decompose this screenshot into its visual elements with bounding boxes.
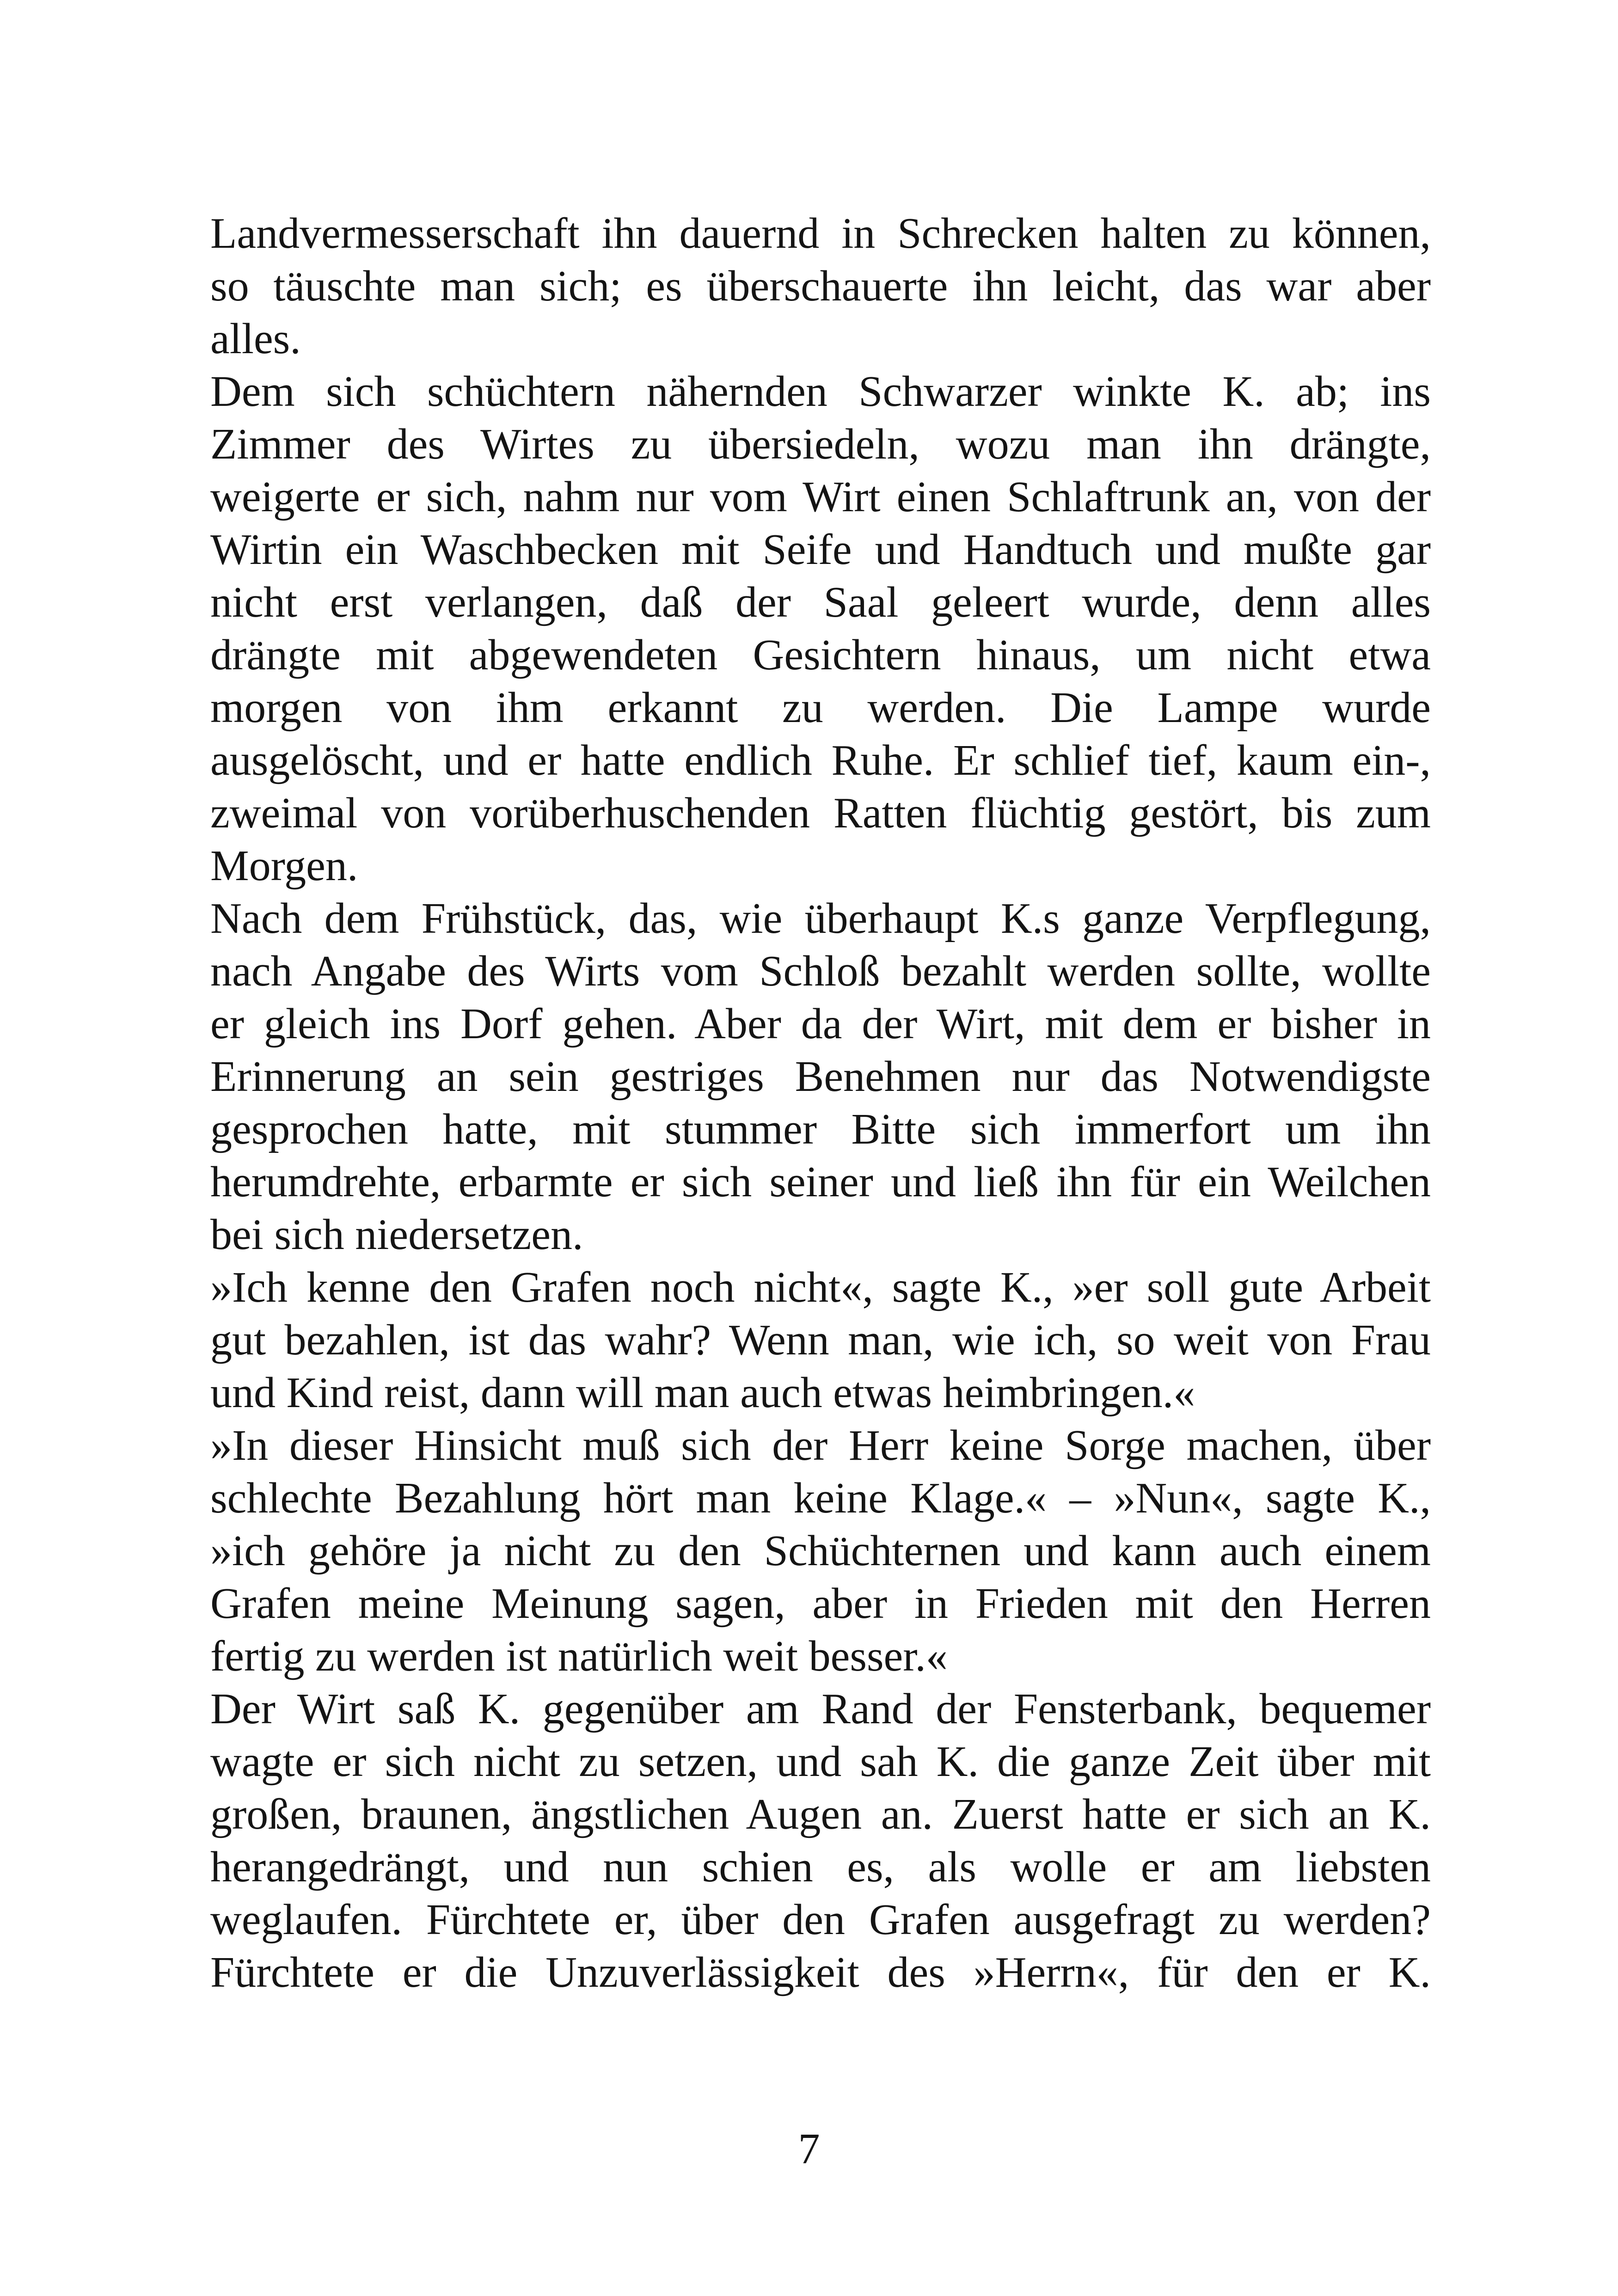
text-line: Dem sich schüchtern nähernden Schwarzer winkte K. ab; ins bbox=[210, 367, 1431, 416]
text-line: Wirtin ein Waschbecken mit Seife und Handtuch und mußte gar bbox=[210, 526, 1431, 574]
text-line: nach Angabe des Wirts vom Schloß bezahlt werden sollte, wollte bbox=[210, 947, 1431, 995]
text-line: Der Wirt saß K. gegenüber am Rand der Fensterbank, bequemer bbox=[210, 1685, 1431, 1733]
text-line: er gleich ins Dorf gehen. Aber da der Wirt, mit dem er bisher in bbox=[210, 1000, 1431, 1048]
paragraph bbox=[210, 1419, 1431, 1683]
text-line: herumdrehte, erbarmte er sich seiner und ließ ihn für ein Weilchen bbox=[210, 1158, 1431, 1206]
text-line: schlechte Bezahlung hört man keine Klage.« – »Nun«, sagte K., bbox=[210, 1474, 1431, 1522]
text-line: herangedrängt, und nun schien es, als wolle er am liebsten bbox=[210, 1843, 1431, 1891]
paragraph bbox=[210, 892, 1431, 1261]
text-line: Landvermesserschaft ihn dauernd in Schrecken halten zu können, bbox=[210, 209, 1431, 257]
text-line: weglaufen. Fürchtete er, über den Grafen ausgefragt zu werden? bbox=[210, 1896, 1431, 1944]
text-line: nicht erst verlangen, daß der Saal geleert wurde, denn alles bbox=[210, 578, 1431, 626]
text-line: weigerte er sich, nahm nur vom Wirt einen Schlaftrunk an, von der bbox=[210, 473, 1431, 521]
paragraph bbox=[210, 365, 1431, 892]
text-line: »ich gehöre ja nicht zu den Schüchternen und kann auch einem bbox=[210, 1527, 1431, 1575]
text-line: so täuschte man sich; es überschauerte ihn leicht, das war aber bbox=[210, 262, 1431, 310]
text-line: großen, braunen, ängstlichen Augen an. Zuerst hatte er sich an K. bbox=[210, 1790, 1431, 1838]
text-line: drängte mit abgewendeten Gesichtern hinaus, um nicht etwa bbox=[210, 631, 1431, 679]
page-number: 7 bbox=[798, 2125, 820, 2173]
body-text bbox=[210, 207, 1431, 1999]
text-line: »In dieser Hinsicht muß sich der Herr keine Sorge machen, über bbox=[210, 1421, 1431, 1469]
paragraph bbox=[210, 1683, 1431, 1999]
text-line: bei sich niedersetzen. bbox=[210, 1211, 583, 1259]
text-line: Erinnerung an sein gestriges Benehmen nur das Notwendigste bbox=[210, 1053, 1431, 1101]
paragraph bbox=[210, 1261, 1431, 1419]
text-line: wagte er sich nicht zu setzen, und sah K. die ganze Zeit über mit bbox=[210, 1738, 1431, 1786]
text-line: gut bezahlen, ist das wahr? Wenn man, wie ich, so weit von Frau bbox=[210, 1316, 1431, 1364]
text-line: und Kind reist, dann will man auch etwas heimbringen.« bbox=[210, 1369, 1195, 1417]
paragraph bbox=[210, 207, 1431, 365]
text-line: zweimal von vorüberhuschenden Ratten flüchtig gestört, bis zum bbox=[210, 789, 1431, 837]
text-line: fertig zu werden ist natürlich weit besser.« bbox=[210, 1632, 948, 1680]
text-line: Fürchtete er die Unzuverlässigkeit des »Herrn«, für den er K. bbox=[210, 1948, 1431, 1996]
text-line: Morgen. bbox=[210, 842, 358, 890]
text-line: ausgelöscht, und er hatte endlich Ruhe. Er schlief tief, kaum ein-, bbox=[210, 736, 1431, 784]
text-line: »Ich kenne den Grafen noch nicht«, sagte K., »er soll gute Arbeit bbox=[210, 1263, 1431, 1311]
text-line: morgen von ihm erkannt zu werden. Die Lampe wurde bbox=[210, 684, 1431, 732]
text-line: gesprochen hatte, mit stummer Bitte sich immerfort um ihn bbox=[210, 1105, 1431, 1153]
text-line: Zimmer des Wirtes zu übersiedeln, wozu man ihn drängte, bbox=[210, 420, 1431, 468]
text-line: Nach dem Frühstück, das, wie überhaupt K.s ganze Verpflegung, bbox=[210, 894, 1431, 943]
text-line: alles. bbox=[210, 315, 301, 363]
text-line: Grafen meine Meinung sagen, aber in Frieden mit den Herren bbox=[210, 1580, 1431, 1628]
